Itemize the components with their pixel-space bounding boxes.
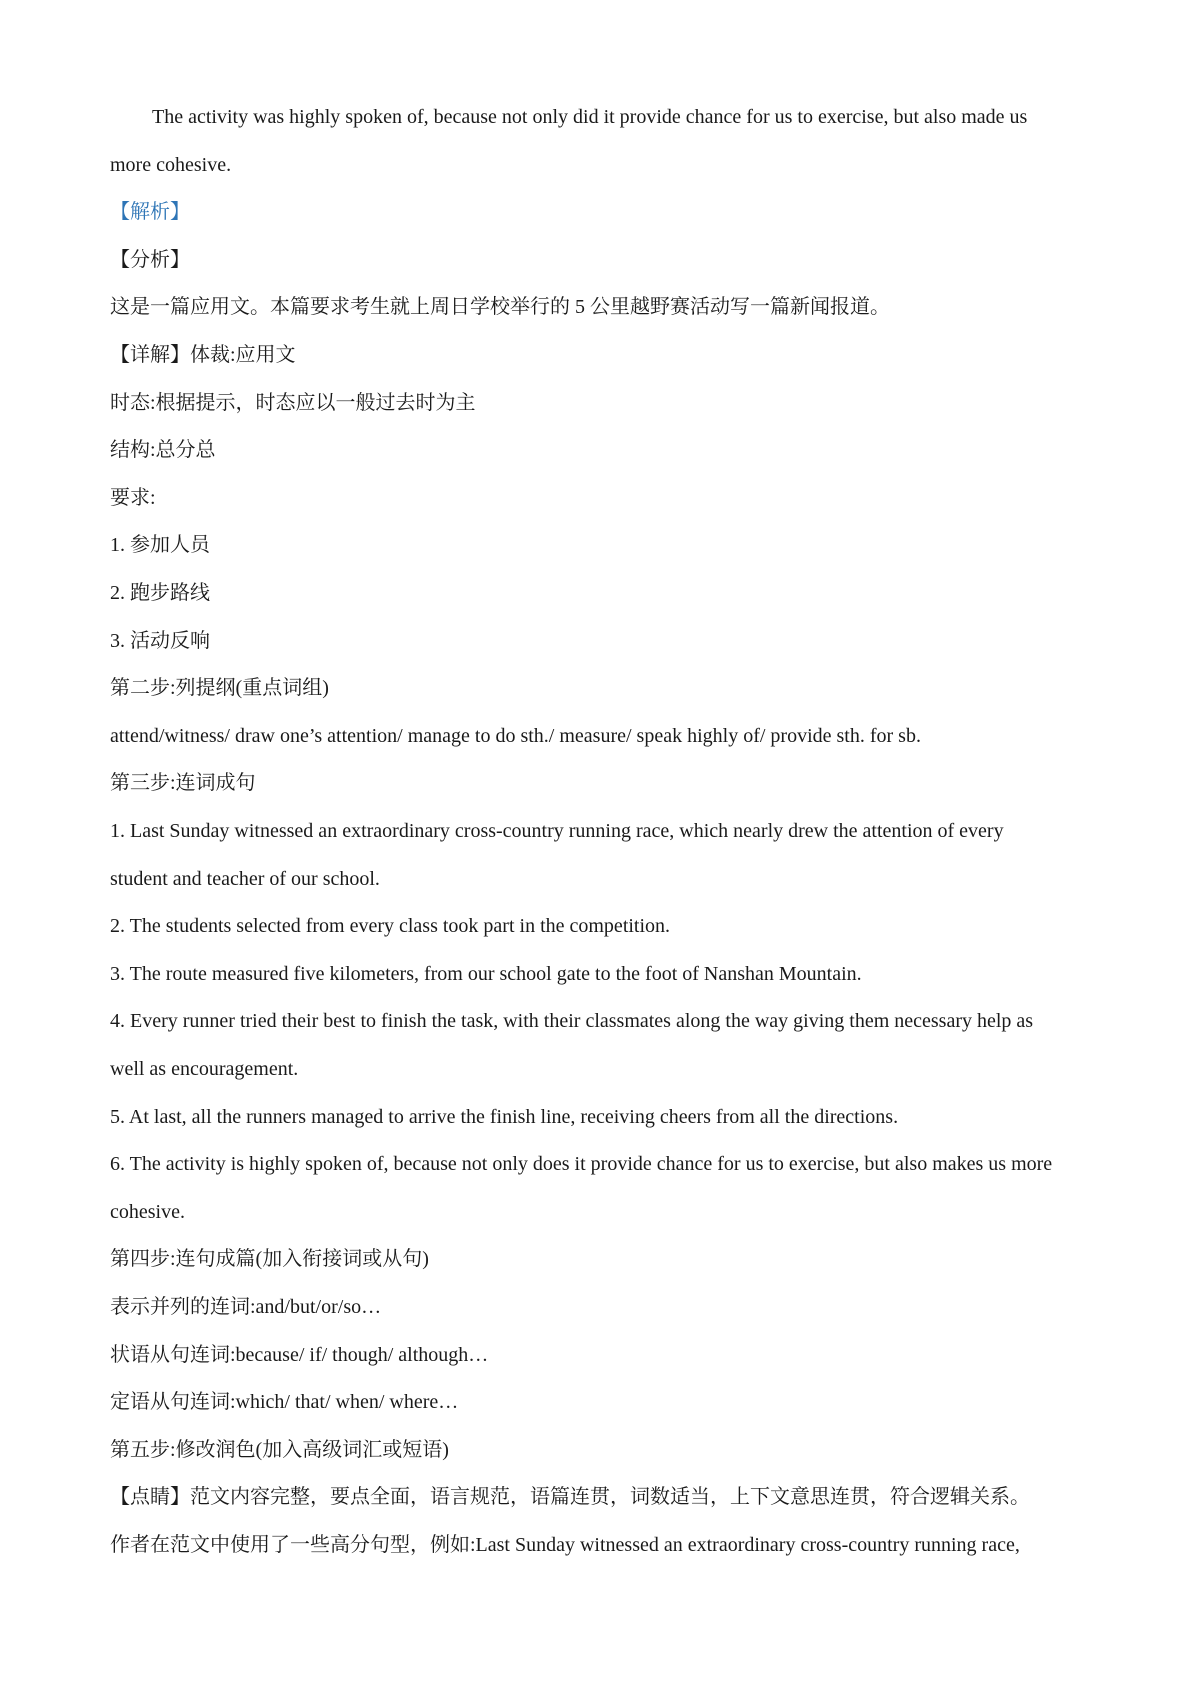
sentence-1-line-1: 1. Last Sunday witnessed an extraordinary cross-country running race, which nearly drew the attention of every	[110, 820, 1004, 842]
detail-structure: 结构:总分总	[110, 439, 216, 461]
sentence-2: 2. The students selected from every class took part in the competition.	[110, 915, 671, 937]
model-essay-closing-line-1: The activity was highly spoken of, because not only did it provide chance for us to exercise, but also made us	[152, 106, 1028, 128]
sentence-3: 3. The route measured five kilometers, from our school gate to the foot of Nanshan Mountain.	[110, 963, 862, 985]
attributive-clause-conjunctions: 定语从句连词:which/ that/ when/ where…	[110, 1391, 459, 1413]
step-five-heading: 第五步:修改润色(加入高级词汇或短语)	[110, 1439, 449, 1461]
section-heading-fenxi: 【分析】	[110, 249, 190, 271]
sentence-1-line-2: student and teacher of our school.	[110, 868, 380, 890]
section-heading-analysis-blue: 【解析】	[110, 201, 190, 223]
step-four-heading: 第四步:连句成篇(加入衔接词或从句)	[110, 1248, 429, 1270]
requirement-item-1: 1. 参加人员	[110, 534, 210, 556]
requirement-item-3: 3. 活动反响	[110, 630, 210, 652]
highlight-example: 作者在范文中使用了一些高分句型，例如:Last Sunday witnessed an extraordinary cross-country running race,	[110, 1534, 1020, 1556]
key-phrases: attend/witness/ draw one’s attention/ manage to do sth./ measure/ speak highly of/ provide sth. for sb.	[110, 725, 921, 747]
model-essay-closing-line-2: more cohesive.	[110, 154, 232, 176]
sentence-4-line-1: 4. Every runner tried their best to finish the task, with their classmates along the way giving them necessary help as	[110, 1010, 1034, 1032]
requirements-heading: 要求:	[110, 487, 156, 509]
adverbial-clause-conjunctions: 状语从句连词:because/ if/ though/ although…	[110, 1344, 489, 1366]
detail-tense: 时态:根据提示，时态应以一般过去时为主	[110, 392, 476, 414]
analysis-text: 这是一篇应用文。本篇要求考生就上周日学校举行的 5 公里越野赛活动写一篇新闻报道。	[110, 296, 890, 318]
coordinating-conjunctions: 表示并列的连词:and/but/or/so…	[110, 1296, 382, 1318]
requirement-item-2: 2. 跑步路线	[110, 582, 210, 604]
sentence-6-line-1: 6. The activity is highly spoken of, because not only does it provide chance for us to exercise, but also makes us more	[110, 1153, 1053, 1175]
step-three-heading: 第三步:连词成句	[110, 772, 256, 794]
step-two-heading: 第二步:列提纲(重点词组)	[110, 677, 329, 699]
detail-genre: 【详解】体裁:应用文	[110, 344, 296, 366]
sentence-5: 5. At last, all the runners managed to arrive the finish line, receiving cheers from all the directions.	[110, 1106, 899, 1128]
highlight-comment: 【点睛】范文内容完整，要点全面，语言规范，语篇连贯，词数适当，上下文意思连贯，符合逻辑关系。	[110, 1486, 1030, 1508]
sentence-6-line-2: cohesive.	[110, 1201, 185, 1223]
sentence-4-line-2: well as encouragement.	[110, 1058, 299, 1080]
